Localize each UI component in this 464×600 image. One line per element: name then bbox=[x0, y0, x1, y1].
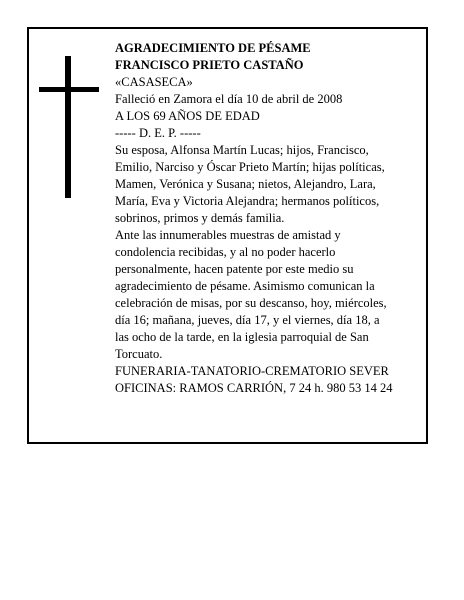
family-line: María, Eva y Victoria Alejandra; hermanos políticos, bbox=[115, 194, 380, 208]
family-line: Emilio, Narciso y Óscar Prieto Martín; hijas políticas, bbox=[115, 160, 385, 174]
age: A LOS 69 AÑOS DE EDAD bbox=[115, 109, 260, 123]
family-line: Mamen, Verónica y Susana; nietos, Alejandro, Lara, bbox=[115, 177, 376, 191]
nickname: «CASASECA» bbox=[115, 75, 193, 89]
cross-icon bbox=[39, 56, 99, 198]
funeral-home-office: OFICINAS: RAMOS CARRIÓN, 7 24 h. 980 53 14 24 bbox=[115, 381, 393, 395]
thanks-line: celebración de misas, por su descanso, hoy, miércoles, bbox=[115, 296, 387, 310]
death-place-date: Falleció en Zamora el día 10 de abril de 2008 bbox=[115, 92, 343, 106]
thanks-line: personalmente, hacen patente por este medio su bbox=[115, 262, 354, 276]
thanks-line: Ante las innumerables muestras de amistad y bbox=[115, 228, 341, 242]
notice-heading: AGRADECIMIENTO DE PÉSAME bbox=[115, 41, 311, 55]
funeral-home: FUNERARIA-TANATORIO-CREMATORIO SEVER bbox=[115, 364, 389, 378]
family-line: sobrinos, primos y demás familia. bbox=[115, 211, 285, 225]
cross-vertical-bar bbox=[65, 56, 71, 198]
family-line: Su esposa, Alfonsa Martín Lucas; hijos, Francisco, bbox=[115, 143, 369, 157]
notice-text bbox=[115, 40, 425, 397]
thanks-line: condolencia recibidas, y al no poder hacerlo bbox=[115, 245, 336, 259]
thanks-line: día 16; mañana, jueves, día 17, y el viernes, día 18, a bbox=[115, 313, 380, 327]
thanks-line: Torcuato. bbox=[115, 347, 163, 361]
cross-horizontal-bar bbox=[39, 87, 99, 92]
thanks-line: agradecimiento de pésame. Asimismo comunican la bbox=[115, 279, 375, 293]
rip-line: ----- D. E. P. ----- bbox=[115, 126, 201, 140]
thanks-line: las ocho de la tarde, en la iglesia parroquial de San bbox=[115, 330, 369, 344]
deceased-name: FRANCISCO PRIETO CASTAÑO bbox=[115, 58, 304, 72]
